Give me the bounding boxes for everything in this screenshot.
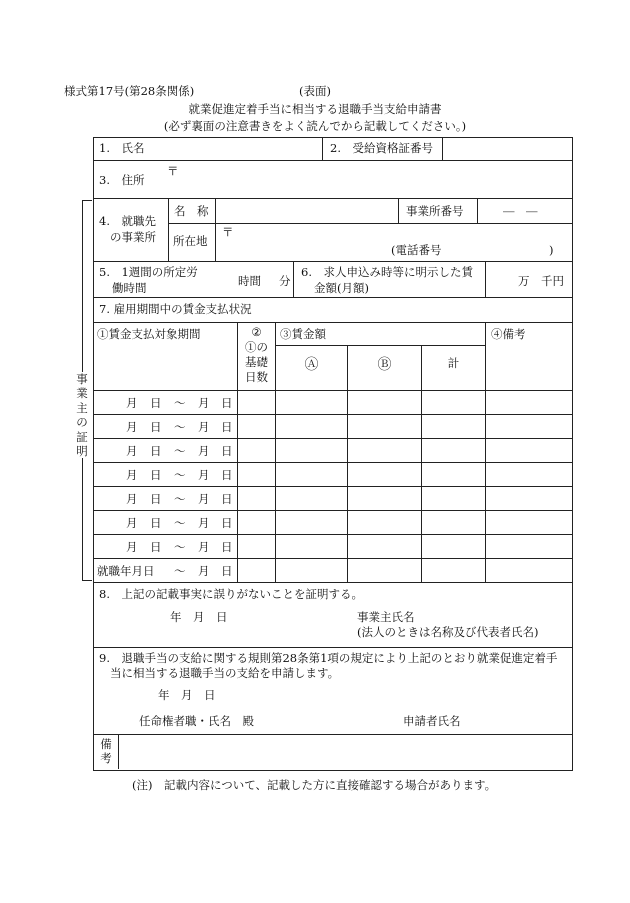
wage-units: 万 千円 [518, 274, 564, 288]
phone-close: ) [549, 243, 554, 257]
period-row-tilde: ～ [174, 564, 186, 578]
address-input-cell[interactable] [180, 162, 570, 197]
phone-label: (電話番号 [391, 243, 442, 257]
application-date: 年 月 日 [158, 688, 216, 702]
form-title: 就業促進定着手当に相当する退職手当支給申請書 [188, 102, 442, 116]
footer-note: (注) 記載内容について、記載した方に直接確認する場合があります。 [132, 778, 497, 792]
employer-label-line2: の事業所 [110, 230, 156, 244]
period-row-end-month: 月 [198, 540, 210, 554]
office-number-label: 事業所番号 [406, 204, 464, 218]
company-name-input-cell[interactable] [217, 200, 396, 222]
location-label: 所在地 [173, 234, 208, 248]
col-days-line1: ①の [245, 340, 268, 354]
address-label: 3. 住所 [99, 173, 145, 187]
period-row-start-month: 月 [126, 396, 138, 410]
period-row-end-month: 月 [198, 396, 210, 410]
employer-label-line1: 4. 就職先 [99, 214, 156, 228]
period-row-tilde: ～ [174, 468, 186, 482]
location-postal-mark: 〒 [222, 225, 234, 239]
name-input-cell[interactable] [152, 139, 320, 159]
period-row-end-day: 日 [221, 444, 233, 458]
sub-col-a: Ⓐ [304, 357, 319, 373]
period-row-start-day: 日 [150, 516, 162, 530]
postal-mark: 〒 [167, 164, 179, 178]
weekly-hours-label-line2: 働時間 [112, 281, 147, 295]
period-row-start-day: 日 [150, 444, 162, 458]
col-amount-header: ③賃金額 [280, 327, 326, 341]
period-row-end-month: 月 [198, 420, 210, 434]
period-row-start-day: 日 [150, 396, 162, 410]
period-row-start-month: 月 [126, 468, 138, 482]
period-row-start-label: 就職年月日 [97, 564, 155, 578]
col-days-line3: 日数 [245, 370, 268, 384]
period-row-end-day: 日 [221, 420, 233, 434]
corporation-note: (法人のときは名称及び代表者氏名) [357, 625, 539, 639]
period-row-end-month: 月 [198, 468, 210, 482]
period-row-start-month: 月 [126, 492, 138, 506]
wage-label-line1: 6. 求人申込み時等に明示した賃 [301, 265, 473, 279]
period-row-tilde: ～ [174, 444, 186, 458]
period-row-tilde: ～ [174, 420, 186, 434]
minutes-unit: 分 [279, 274, 291, 288]
period-row-start-month: 月 [126, 516, 138, 530]
company-name-label: 名 称 [174, 204, 209, 218]
form-number: 様式第17号(第28条関係) [64, 84, 195, 98]
col-note-header: ④備考 [491, 327, 526, 341]
period-row-end-month: 月 [198, 444, 210, 458]
employer-name-label: 事業主氏名 [357, 610, 415, 624]
certificate-number-input-cell[interactable] [444, 139, 570, 159]
period-row-end-day: 日 [221, 396, 233, 410]
remarks-label [98, 737, 114, 766]
certification-date: 年 月 日 [170, 610, 228, 624]
weekly-hours-label-line1: 5. 1週間の所定労 [99, 265, 198, 279]
period-row-start-month: 月 [126, 420, 138, 434]
col-period-header: ①賃金支払対象期間 [97, 327, 201, 341]
remarks-label-text: 備考 [100, 737, 112, 766]
period-row-end-month: 月 [198, 564, 210, 578]
certification-text: 8. 上記の記載事実に誤りがないことを証明する。 [99, 587, 363, 601]
office-number-format: ― ― [503, 204, 538, 218]
bracket-top [82, 200, 92, 201]
col-days-line2: 基礎 [245, 355, 268, 369]
certificate-number-label: 2. 受給資格証番号 [330, 141, 433, 155]
period-row-start-month: 月 [126, 444, 138, 458]
period-row-tilde: ～ [174, 396, 186, 410]
wage-status-section-label: 7. 雇用期間中の賃金支払状況 [99, 302, 252, 316]
period-row-start-day: 日 [150, 468, 162, 482]
period-row-end-day: 日 [221, 492, 233, 506]
employer-certification-side-label [75, 372, 89, 458]
bracket-bottom [82, 580, 92, 581]
period-row-end-day: 日 [221, 564, 233, 578]
period-row-end-day: 日 [221, 540, 233, 554]
period-row-tilde: ～ [174, 492, 186, 506]
name-label: 1. 氏名 [99, 141, 145, 155]
applicant-name-input-cell[interactable] [465, 710, 568, 730]
side-indicator: (表面) [299, 84, 331, 98]
period-row-start-day: 日 [150, 492, 162, 506]
side-label-text: 事業主の証明 [76, 372, 88, 458]
instruction-text: (必ず裏面の注意書きをよく読んでから記載してください。) [163, 119, 467, 133]
period-row-tilde: ～ [174, 516, 186, 530]
sub-col-b: Ⓑ [377, 357, 392, 373]
period-row-tilde: ～ [174, 540, 186, 554]
application-text-line1: 9. 退職手当の支給に関する規則第28条第1項の規定により上記のとおり就業促進定着手 [99, 651, 558, 665]
period-row-end-day: 日 [221, 468, 233, 482]
hours-unit: 時間 [238, 274, 261, 288]
col-days-number: ② [251, 325, 262, 339]
appointing-authority-label: 任命権者職・氏名 殿 [139, 714, 254, 728]
period-row-end-month: 月 [198, 516, 210, 530]
employer-name-input-cell[interactable] [420, 606, 568, 624]
applicant-name-label: 申請者氏名 [403, 714, 461, 728]
period-row-start-day: 日 [150, 540, 162, 554]
period-row-start-month: 月 [126, 540, 138, 554]
wage-label-line2: 金額(月額) [314, 281, 369, 295]
period-row-end-day: 日 [221, 516, 233, 530]
application-text-line2: 当に相当する退職手当の支給を申請します。 [110, 666, 340, 680]
remarks-input-cell[interactable] [120, 736, 570, 768]
sub-col-total: 計 [447, 356, 460, 370]
period-row-end-month: 月 [198, 492, 210, 506]
period-row-start-day: 日 [150, 420, 162, 434]
